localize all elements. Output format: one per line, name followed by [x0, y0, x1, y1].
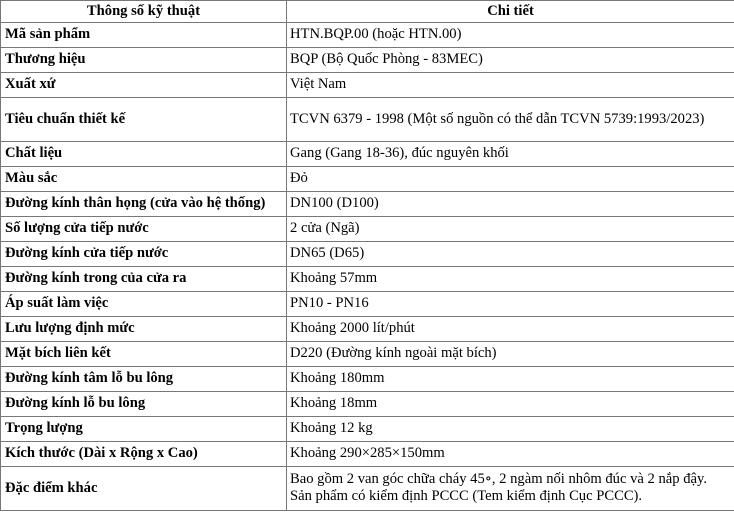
table-row — [1, 48, 734, 73]
table-row — [1, 167, 734, 192]
spec-value: Đỏ — [287, 167, 734, 192]
column-header-detail: Chi tiết — [287, 1, 734, 23]
table-row — [1, 392, 734, 417]
table-header-row — [1, 1, 734, 23]
spec-value: Gang (Gang 18-36), đúc nguyên khối — [287, 142, 734, 167]
spec-key: Đường kính tâm lỗ bu lông — [1, 367, 287, 392]
spec-value: 2 cửa (Ngã) — [287, 217, 734, 242]
spec-value: DN65 (D65) — [287, 242, 734, 267]
spec-key: Lưu lượng định mức — [1, 317, 287, 342]
spec-value: DN100 (D100) — [287, 192, 734, 217]
table-row — [1, 292, 734, 317]
spec-value: HTN.BQP.00 (hoặc HTN.00) — [287, 23, 734, 48]
spec-value: TCVN 6379 - 1998 (Một số nguồn có thể dẫn TCVN 5739:1993/2023) — [287, 98, 734, 142]
table-row — [1, 267, 734, 292]
spec-key: Trọng lượng — [1, 417, 287, 442]
spec-value: BQP (Bộ Quốc Phòng - 83MEC) — [287, 48, 734, 73]
spec-key: Đường kính trong của cửa ra — [1, 267, 287, 292]
spec-key: Đặc điểm khác — [1, 467, 287, 511]
table-row — [1, 342, 734, 367]
spec-value: Khoảng 2000 lít/phút — [287, 317, 734, 342]
spec-value: Khoảng 180mm — [287, 367, 734, 392]
spec-key: Màu sắc — [1, 167, 287, 192]
table-row — [1, 142, 734, 167]
spec-value: Khoảng 290×285×150mm — [287, 442, 734, 467]
table-row — [1, 367, 734, 392]
table-row — [1, 73, 734, 98]
spec-value: Bao gồm 2 van góc chữa cháy 45∘, 2 ngàm nối nhôm đúc và 2 nắp đậy. Sản phẩm có kiểm định PCCC (Tem kiểm định Cục PCCC). — [287, 467, 734, 511]
spec-key: Mã sản phẩm — [1, 23, 287, 48]
table-row — [1, 442, 734, 467]
spec-key: Thương hiệu — [1, 48, 287, 73]
table-row — [1, 317, 734, 342]
table-row — [1, 417, 734, 442]
spec-key: Áp suất làm việc — [1, 292, 287, 317]
spec-value: Khoảng 18mm — [287, 392, 734, 417]
table-row — [1, 467, 734, 511]
table-row — [1, 23, 734, 48]
spec-value: PN10 - PN16 — [287, 292, 734, 317]
table-row — [1, 217, 734, 242]
spec-value: Khoảng 12 kg — [287, 417, 734, 442]
spec-value: Việt Nam — [287, 73, 734, 98]
column-header-spec: Thông số kỹ thuật — [1, 1, 287, 23]
spec-value: D220 (Đường kính ngoài mặt bích) — [287, 342, 734, 367]
spec-key: Kích thước (Dài x Rộng x Cao) — [1, 442, 287, 467]
spec-key: Đường kính cửa tiếp nước — [1, 242, 287, 267]
spec-key: Chất liệu — [1, 142, 287, 167]
spec-key: Xuất xứ — [1, 73, 287, 98]
spec-key: Mặt bích liên kết — [1, 342, 287, 367]
spec-value: Khoảng 57mm — [287, 267, 734, 292]
table-row — [1, 98, 734, 142]
spec-key: Đường kính thân họng (cửa vào hệ thống) — [1, 192, 287, 217]
spec-key: Số lượng cửa tiếp nước — [1, 217, 287, 242]
spec-key: Tiêu chuẩn thiết kế — [1, 98, 287, 142]
table-row — [1, 242, 734, 267]
table-row — [1, 192, 734, 217]
spec-key: Đường kính lỗ bu lông — [1, 392, 287, 417]
